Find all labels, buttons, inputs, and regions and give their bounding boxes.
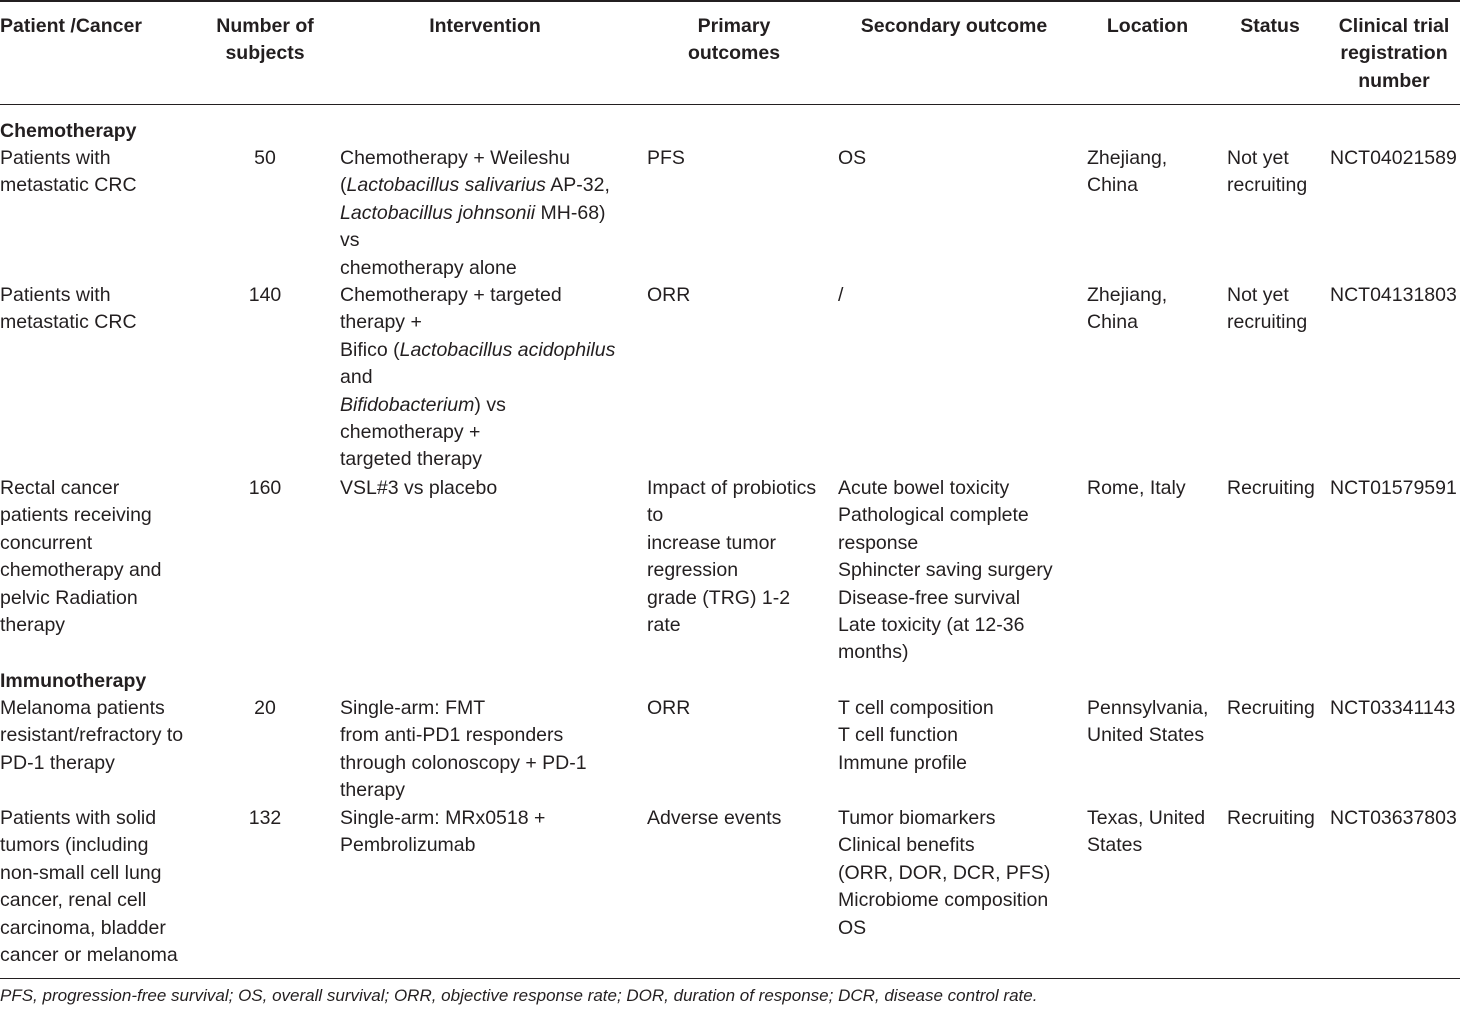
intervention-text: Bifico (	[340, 338, 400, 361]
intervention-text: therapy +	[340, 311, 422, 334]
cell-intervention	[340, 475, 640, 502]
header-location: Location	[1106, 15, 1189, 37]
intervention-line	[340, 364, 640, 391]
cell-patient: Patients with solid tumors (including non-small cell lung cancer, renal cell carcinoma, bladder cancer or melanoma	[0, 807, 178, 967]
intervention-text: vs	[340, 229, 360, 252]
header-intervention: Intervention	[429, 15, 541, 37]
header-secondary: Secondary outcome	[860, 15, 1048, 37]
intervention-line	[340, 419, 640, 446]
cell-intervention	[340, 145, 640, 282]
intervention-line	[340, 805, 640, 832]
intervention-text: targeted therapy	[340, 448, 483, 471]
intervention-text: Chemotherapy + Weileshu	[340, 147, 570, 169]
cell-primary: ORR	[647, 284, 691, 306]
intervention-text: VSL#3 vs placebo	[340, 477, 498, 499]
section-immunotherapy: Immunotherapy	[0, 670, 147, 692]
intervention-text: through colonoscopy + PD-1	[340, 751, 587, 774]
intervention-text: MH-68)	[535, 201, 606, 224]
cell-secondary: /	[838, 284, 844, 306]
intervention-text: Lactobacillus acidophilus	[399, 338, 616, 361]
cell-location: Pennsylvania, United States	[1087, 697, 1209, 747]
intervention-line	[340, 832, 640, 859]
cell-location: Zhejiang, China	[1087, 147, 1168, 197]
intervention-text: chemotherapy +	[340, 421, 481, 444]
intervention-text: Lactobacillus johnsonii	[340, 201, 536, 224]
cell-status: Not yet recruiting	[1227, 284, 1308, 334]
intervention-line	[340, 392, 640, 419]
intervention-line	[340, 145, 640, 172]
cell-subjects: 20	[254, 697, 276, 719]
intervention-line	[340, 309, 640, 336]
intervention-text: chemotherapy alone	[340, 256, 517, 279]
cell-subjects: 140	[248, 284, 282, 306]
cell-secondary: Acute bowel toxicity Pathological complete response Sphincter saving surgery Disease-free survival Late toxicity (at 12-36 months)	[838, 477, 1053, 664]
intervention-text: ) vs	[474, 393, 506, 416]
cell-intervention	[340, 282, 640, 474]
cell-primary: Impact of probiotics to increase tumor regression grade (TRG) 1-2 rate	[647, 477, 817, 637]
intervention-text: from anti-PD1 responders	[340, 724, 564, 747]
intervention-text: Single-arm: FMT	[340, 697, 486, 719]
cell-secondary: OS	[838, 147, 867, 169]
header-registration: Clinical trial registration number	[1338, 15, 1450, 92]
cell-registration: NCT04021589	[1330, 147, 1457, 169]
intervention-line	[340, 446, 640, 473]
cell-secondary: T cell composition T cell function Immune profile	[838, 697, 994, 774]
intervention-text: Lactobacillus salivarius	[346, 174, 546, 197]
intervention-line	[340, 750, 640, 777]
header-primary: Primary outcomes	[687, 15, 781, 65]
intervention-text: and	[340, 366, 373, 389]
intervention-text: Chemotherapy + targeted	[340, 284, 562, 306]
cell-registration: NCT01579591	[1330, 477, 1457, 499]
cell-patient: Rectal cancer patients receiving concurrent chemotherapy and pelvic Radiation therapy	[0, 477, 162, 637]
cell-subjects: 50	[254, 147, 276, 169]
intervention-line	[340, 227, 640, 254]
intervention-text: Bifidobacterium	[340, 393, 475, 416]
intervention-text: Single-arm: MRx0518 +	[340, 807, 546, 829]
cell-status: Recruiting	[1227, 697, 1315, 719]
section-chemotherapy: Chemotherapy	[0, 120, 137, 142]
cell-primary: Adverse events	[647, 807, 782, 829]
cell-intervention	[340, 805, 640, 860]
cell-location: Zhejiang, China	[1087, 284, 1168, 334]
cell-status: Recruiting	[1227, 807, 1315, 829]
intervention-text: Pembrolizumab	[340, 834, 476, 857]
cell-status: Not yet recruiting	[1227, 147, 1308, 197]
header-patient: Patient /Cancer	[0, 15, 142, 37]
footnote: PFS, progression-free survival; OS, overall survival; ORR, objective response rate; DOR, duration of response; DCR, disease control rate.	[0, 986, 1038, 1005]
intervention-line	[340, 777, 640, 804]
cell-patient: Patients with metastatic CRC	[0, 147, 137, 197]
cell-registration: NCT04131803	[1330, 284, 1457, 306]
intervention-line	[340, 475, 640, 502]
intervention-line	[340, 337, 640, 364]
intervention-text: (	[340, 174, 347, 197]
intervention-text: AP-32,	[545, 174, 610, 197]
cell-patient: Melanoma patients resistant/refractory to PD-1 therapy	[0, 697, 184, 774]
intervention-line	[340, 172, 640, 199]
bottom-rule	[0, 978, 1460, 979]
cell-subjects: 160	[248, 477, 282, 499]
intervention-line	[340, 255, 640, 282]
cell-subjects: 132	[248, 807, 282, 829]
cell-primary: PFS	[647, 147, 685, 169]
cell-registration: NCT03341143	[1330, 697, 1456, 719]
intervention-line	[340, 200, 640, 227]
cell-location: Texas, United States	[1087, 807, 1206, 857]
cell-registration: NCT03637803	[1330, 807, 1457, 829]
cell-intervention	[340, 695, 640, 805]
intervention-line	[340, 695, 640, 722]
header-rule	[0, 104, 1460, 105]
header-status: Status	[1240, 15, 1300, 37]
cell-status: Recruiting	[1227, 477, 1315, 499]
cell-location: Rome, Italy	[1087, 477, 1186, 499]
top-rule	[0, 0, 1460, 2]
cell-primary: ORR	[647, 697, 691, 719]
intervention-line	[340, 722, 640, 749]
intervention-text: therapy	[340, 779, 406, 802]
cell-secondary: Tumor biomarkers Clinical benefits (ORR, DOR, DCR, PFS) Microbiome composition OS	[838, 807, 1051, 939]
cell-patient: Patients with metastatic CRC	[0, 284, 137, 334]
intervention-line	[340, 282, 640, 309]
header-subjects: Number of subjects	[216, 15, 314, 65]
